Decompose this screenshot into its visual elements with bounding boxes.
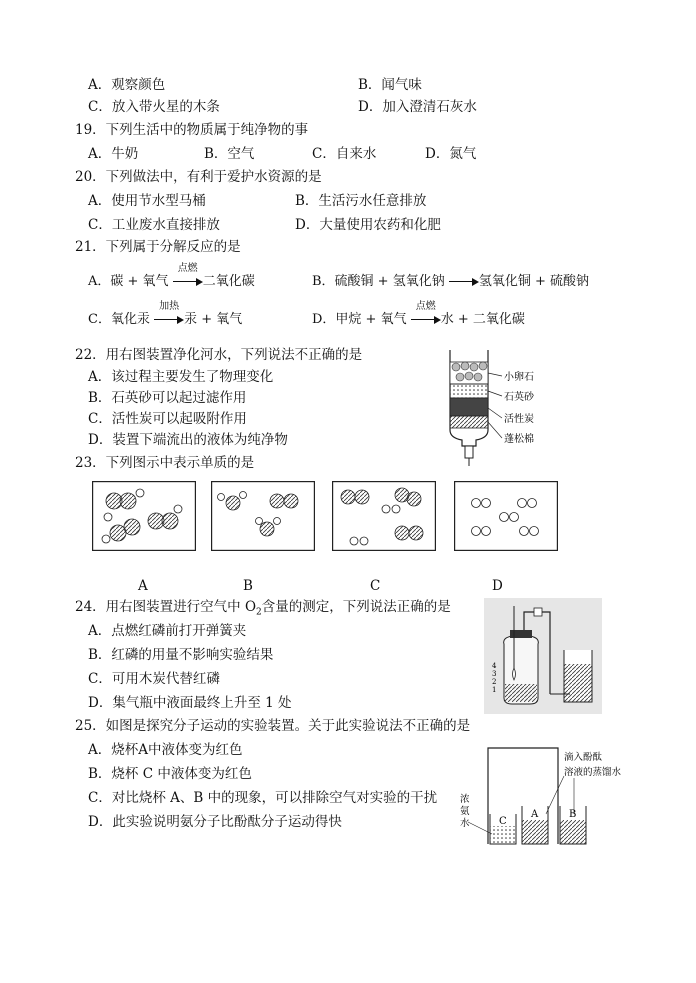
q20-option-a: A．使用节水型马桶 [88, 193, 206, 209]
q21-c-arrow [154, 301, 184, 329]
q21-stem: 21．下列属于分解反应的是 [75, 239, 241, 255]
q24-option-c: C．可用木炭代替红磷 [88, 671, 220, 687]
q25-option-c: C．对比烧杯 A、B 中的现象，可以排除空气对实验的干扰 [88, 790, 438, 806]
q19-option-c: C．自来水 [312, 146, 377, 162]
molecule-box-b [211, 481, 315, 551]
q21-d-arrow [411, 301, 441, 329]
q23-label-b: B [243, 578, 253, 594]
q21-d-reactants: D．甲烷 + 氧气 [312, 312, 407, 327]
filter-label-quartz: 石英砂 [504, 392, 534, 403]
beaker-a-label: A [531, 809, 539, 820]
q24-stem-pre: 24．用右图装置进行空气中 O [75, 599, 257, 615]
q18-option-a: A．观察颜色 [88, 77, 166, 93]
q22-option-b: B．石英砂可以起过滤作用 [88, 390, 247, 406]
q21-option-b [312, 273, 589, 291]
q18-option-b: B．闻气味 [358, 77, 422, 93]
q25-stem: 25．如图是探究分子运动的实验装置。关于此实验说法不正确的是 [75, 718, 471, 734]
q21-a-reactants: A．碳 + 氧气 [88, 274, 169, 289]
scale-1: 1 [492, 686, 497, 694]
q22-option-a: A．该过程主要发生了物理变化 [88, 369, 274, 385]
q19-option-d: D．氮气 [425, 146, 477, 162]
q24-option-d: D．集气瓶中液面最终上升至 1 处 [88, 695, 292, 711]
q21-a-condition: 点燃 [177, 263, 198, 274]
q24-stem-post: 含量的测定，下列说法正确的是 [261, 599, 451, 615]
q25-option-b: B．烧杯 C 中液体变为红色 [88, 766, 252, 782]
q22-stem: 22．用右图装置净化河水，下列说法不正确的是 [75, 347, 363, 363]
scale-4: 4 [492, 662, 497, 670]
q20-option-c: C．工业废水直接排放 [88, 217, 220, 233]
q21-option-a [88, 263, 255, 291]
q20-stem: 20．下列做法中，有利于爱护水资源的是 [75, 169, 322, 185]
q24-option-a: A．点燃红磷前打开弹簧夹 [88, 623, 247, 639]
q21-d-products: 水 + 二氧化碳 [440, 312, 525, 327]
q21-a-products: 二氧化碳 [202, 274, 255, 289]
q24-stem [75, 598, 451, 622]
filter-label-carbon: 活性炭 [504, 414, 534, 425]
q18-option-c: C．放入带火星的木条 [88, 99, 220, 115]
molecule-box-d [454, 481, 558, 551]
q22-option-d: D．装置下端流出的液体为纯净物 [88, 432, 288, 448]
q21-option-d [312, 301, 525, 329]
ammonia-label-1: 浓 [460, 794, 470, 805]
q21-b-products: 氢氧化铜 + 硫酸钠 [478, 274, 590, 289]
q21-b-arrow [449, 273, 479, 291]
q20-option-d: D．大量使用农药和化肥 [295, 217, 441, 233]
q21-d-condition: 点燃 [415, 301, 436, 312]
oxygen-measurement-figure [484, 598, 602, 714]
ammonia-label-3: 水 [460, 818, 470, 829]
q22-option-c: C．活性炭可以起吸附作用 [88, 411, 247, 427]
q19-option-b: B．空气 [204, 146, 255, 162]
q24-option-b: B．红磷的用量不影响实验结果 [88, 647, 274, 663]
scale-3: 3 [492, 670, 497, 678]
molecule-motion-figure [456, 744, 626, 848]
note-phenolphthalein-2: 溶液的蒸馏水 [564, 767, 622, 778]
q21-c-condition: 加热 [159, 301, 180, 312]
q20-option-b: B．生活污水任意排放 [295, 193, 427, 209]
q21-a-arrow [173, 263, 203, 291]
filter-label-pebble: 小卵石 [504, 372, 534, 383]
filter-label-cotton: 蓬松棉 [504, 434, 534, 445]
beaker-b-label: B [569, 809, 577, 820]
q21-c-products: 汞 + 氧气 [184, 312, 243, 327]
scale-2: 2 [492, 678, 497, 686]
q23-label-d: D [492, 578, 503, 594]
water-filter-figure [440, 348, 560, 468]
q23-label-a: A [138, 578, 148, 594]
q19-stem: 19．下列生活中的物质属于纯净物的事 [75, 122, 309, 138]
q21-option-c [88, 301, 243, 329]
q19-option-a: A．牛奶 [88, 146, 139, 162]
q18-option-d: D．加入澄清石灰水 [358, 99, 477, 115]
ammonia-label-2: 氨 [460, 806, 470, 817]
q25-option-a: A．烧杯A中液体变为红色 [88, 742, 243, 758]
q25-option-d: D．此实验说明氨分子比酚酞分子运动得快 [88, 814, 342, 830]
beaker-c-label: C [499, 816, 507, 827]
q23-label-c: C [370, 578, 381, 594]
q21-c-reactants: C．氧化汞 [88, 312, 150, 327]
note-phenolphthalein-1: 滴入酚酞 [564, 752, 603, 763]
q21-b-reactants: B．硫酸铜 + 氢氧化钠 [312, 274, 445, 289]
q23-stem: 23．下列图示中表示单质的是 [75, 455, 255, 471]
molecule-box-a [92, 481, 196, 551]
molecule-box-c [332, 481, 436, 551]
q24-stem-sub: 2 [256, 607, 262, 618]
